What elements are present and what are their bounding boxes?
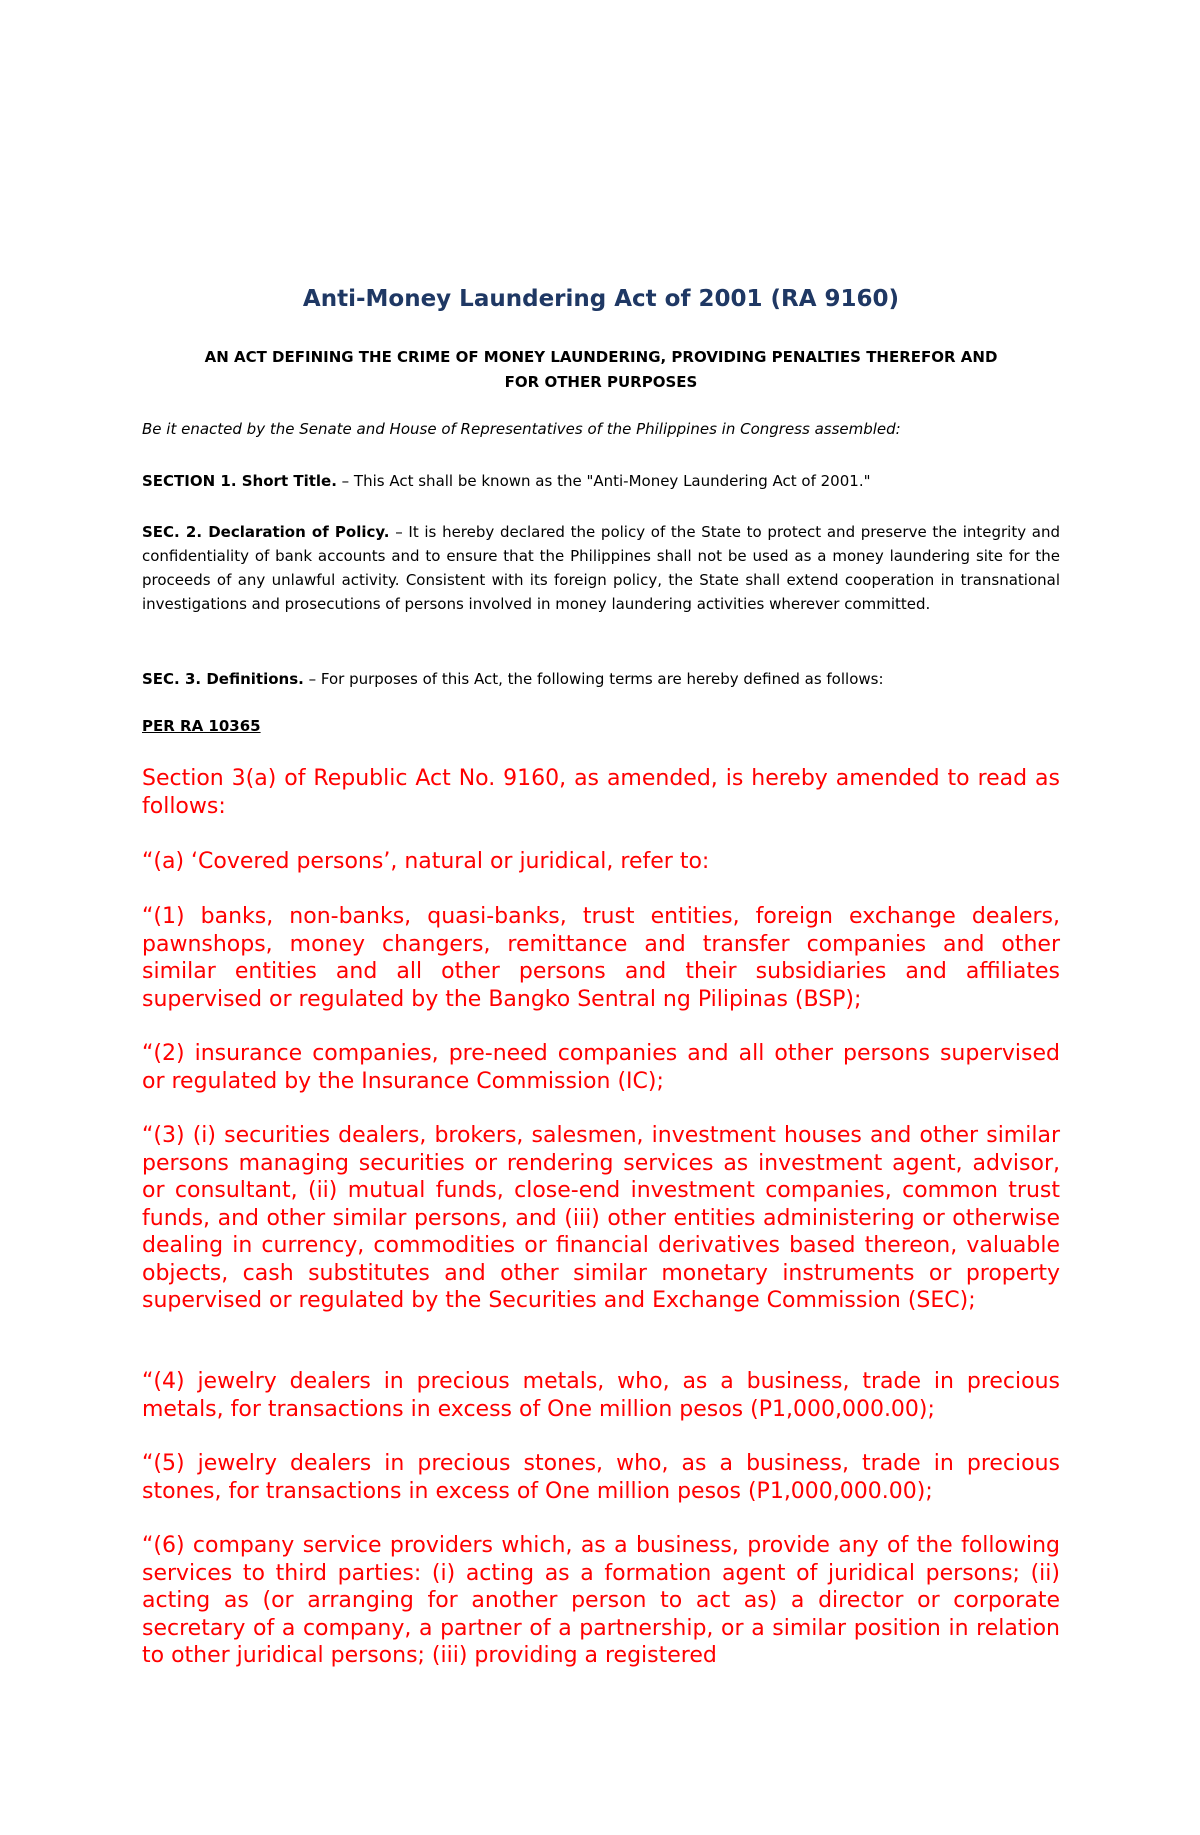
act-subtitle-line-2: FOR OTHER PURPOSES [504, 373, 698, 391]
amendment-item-6: “(6) company service providers which, as a business, provide any of the following services to third parties: (i) acting as a formation agent of juridical persons; (ii) acting as (or arranging for another person to act as) a director or corporate secretary of a company, a partner of a partnership, or a similar position in relation to other juridical persons; (iii) providing a registered [142, 1533, 1060, 1668]
section-2 [142, 520, 1060, 616]
amendment-item-4: “(4) jewelry dealers in precious metals, who, as a business, trade in precious metals, for transactions in excess of One million pesos (P1,000,000.00); [142, 1369, 1060, 1422]
section-1-text: – This Act shall be known as the "Anti-Money Laundering Act of 2001." [336, 472, 871, 490]
section-1-heading: SECTION 1. Short Title. [142, 472, 337, 490]
amendment-item-1: “(1) banks, non-banks, quasi-banks, trust entities, foreign exchange dealers, pawnshops, money changers, remittance and transfer companies and other similar entities and all other persons and their subsidiaries and affiliates supervised or regulated by the Bangko Sentral ng Pilipinas (BSP); [142, 904, 1060, 1012]
section-3-heading: SEC. 3. Definitions. [142, 670, 304, 688]
amendment-reference: PER RA 10365 [142, 717, 261, 735]
section-3-text: – For purposes of this Act, the following terms are hereby defined as follows: [303, 670, 884, 688]
amendment-item-3: “(3) (i) securities dealers, brokers, salesmen, investment houses and other similar persons managing securities or rendering services as investment agent, advisor, or consultant, (ii) mutual funds, close-end investment companies, common trust funds, and other similar persons, and (iii) other entities administering or otherwise dealing in currency, commodities or financial derivatives based thereon, valuable objects, cash substitutes and other similar monetary instruments or property supervised or regulated by the Securities and Exchange Commission (SEC); [142, 1123, 1060, 1313]
amendment-paragraph-a: “(a) ‘Covered persons’, natural or juridical, refer to: [142, 849, 710, 874]
act-subtitle-line-1: AN ACT DEFINING THE CRIME OF MONEY LAUNDERING, PROVIDING PENALTIES THEREFOR AND [204, 348, 998, 366]
document-title: Anti-Money Laundering Act of 2001 (RA 9160) [302, 286, 900, 312]
section-2-heading: SEC. 2. Declaration of Policy. [142, 523, 390, 541]
section-1 [142, 469, 1060, 493]
amendment-item-5: “(5) jewelry dealers in precious stones, who, as a business, trade in precious stones, for transactions in excess of One million pesos (P1,000,000.00); [142, 1451, 1060, 1504]
amendment-intro: Section 3(a) of Republic Act No. 9160, as amended, is hereby amended to read as follows: [142, 766, 1060, 819]
section-3 [142, 667, 1060, 691]
amendment-item-2: “(2) insurance companies, pre-need companies and all other persons supervised or regulated by the Insurance Commission (IC); [142, 1041, 1060, 1094]
act-subtitle [142, 345, 1060, 395]
enacting-clause: Be it enacted by the Senate and House of Representatives of the Philippines in Congress assembled: [142, 420, 901, 438]
section-2-text: – It is hereby declared the policy of the State to protect and preserve the integrity and confidentiality of bank accounts and to ensure that the Philippines shall not be used as a money laundering site for the proceeds of any unlawful activity. Consistent with its foreign policy, the State shall extend cooperation in transnational investigations and prosecutions of persons involved in money laundering activities wherever committed. [142, 523, 1061, 613]
